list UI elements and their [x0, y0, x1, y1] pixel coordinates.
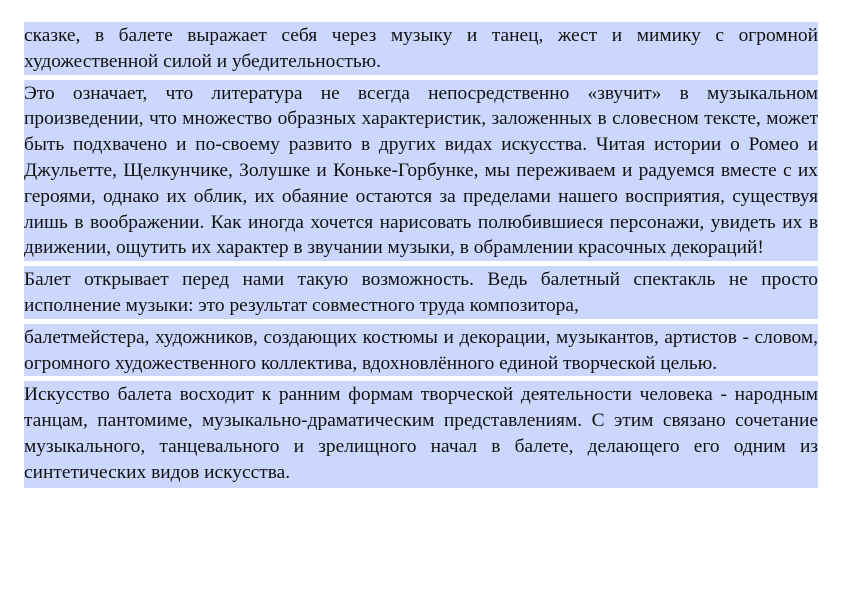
paragraph-3: Балет открывает перед нами такую возможность. Ведь балетный спектакль не просто исполнение музыки: это результат совместного труда композитора,	[24, 266, 818, 319]
slide-text-block	[24, 22, 818, 488]
paragraph-5: Искусство балета восходит к ранним формам творческой деятельности человека - народным танцам, пантомиме, музыкально-драматическим представлениям. С этим связано сочетание музыкального, танцевального и зрелищного начал в балете, делающего его одним из синтетических видов искусства.	[24, 381, 818, 487]
paragraph-2: Это означает, что литература не всегда непосредственно «звучит» в музыкальном произведении, что множество образных характеристик, заложенных в словесном тексте, может быть подхвачено и по-своему развито в других видах искусства. Читая истории о Ромео и Джульетте, Щелкунчике, Золушке и Коньке-Горбунке, мы переживаем и радуемся вместе с их героями, однако их облик, их обаяние остаются за пределами нашего восприятия, существуя лишь в воображении. Как иногда хочется нарисовать полюбившиеся персонажи, увидеть их в движении, ощутить их характер в звучании музыки, в обрамлении красочных декораций!	[24, 80, 818, 262]
paragraph-1: сказке, в балете выражает себя через музыку и танец, жест и мимику с огромной художественной силой и убедительностью.	[24, 22, 818, 75]
paragraph-4: балетмейстера, художников, создающих костюмы и декорации, музыкантов, артистов - словом, огромного художественного коллектива, вдохновлённого единой творческой целью.	[24, 324, 818, 377]
